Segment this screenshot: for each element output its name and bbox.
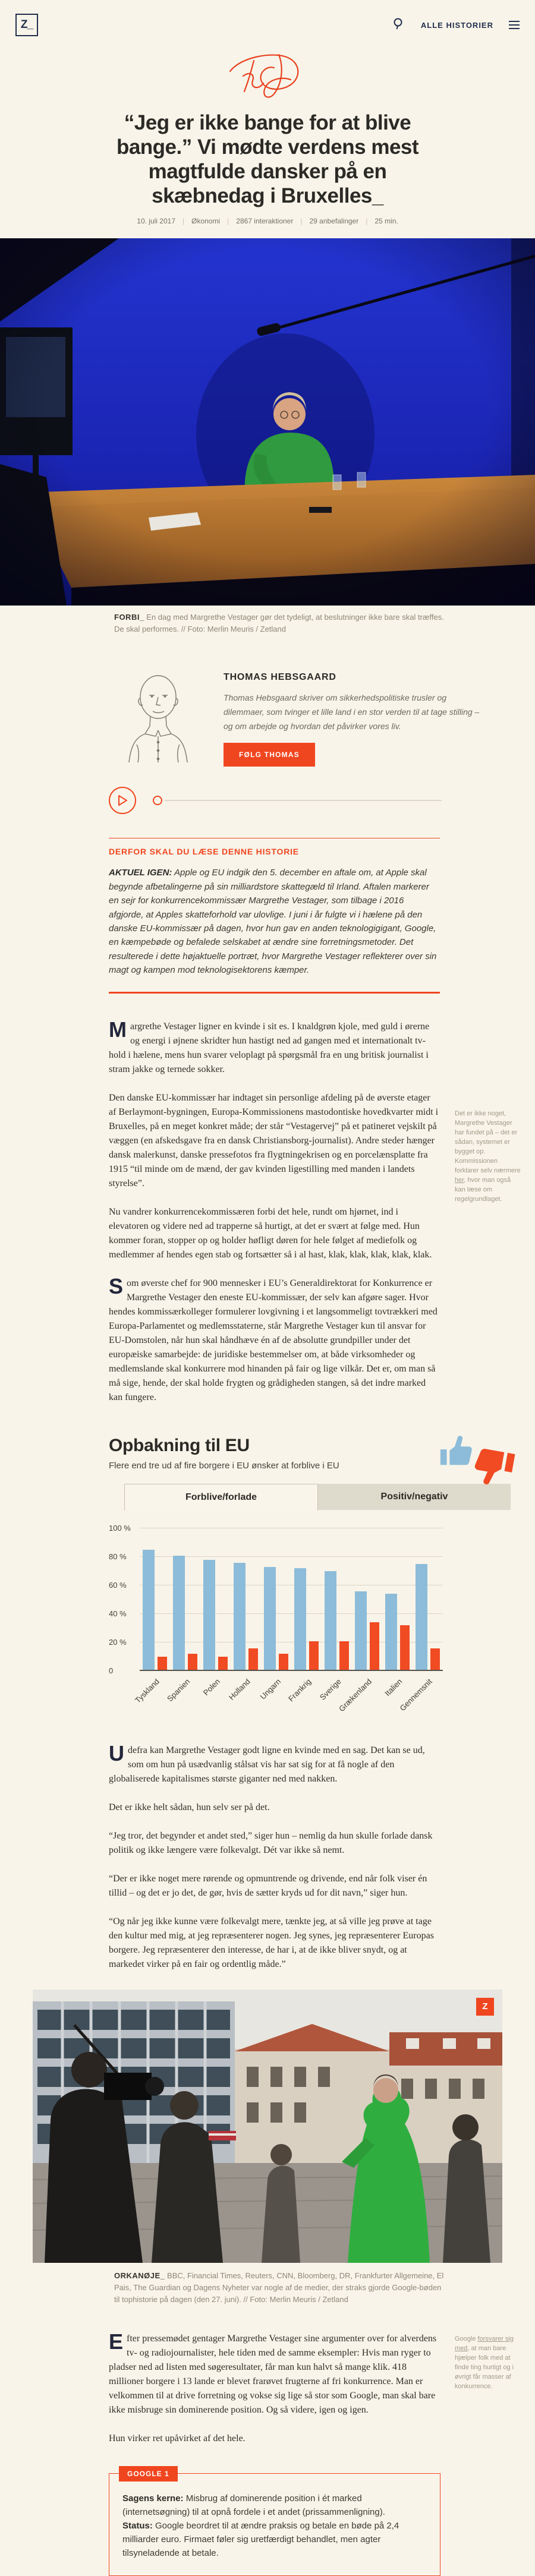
press-photo-caption <box>114 2270 447 2306</box>
eu-support-chart <box>109 1435 448 1717</box>
factbox-line: Sagens kerne: Misbrug af dominerende position i ét marked (internetsøgning) til at opnå fordele i et andet (prissammenligning). <box>122 2493 385 2517</box>
paragraph: Hun virker ret upåvirket af det hele. <box>109 2433 246 2443</box>
paragraph: Den danske EU-kommissær har indtaget sin personlige afdeling på de øverste etager af Berlaymont-bygningen, Europa-Kommissionens mastodontiske hovedkvarter midt i Bruxelles, på en meget konkret måde; der står “Vestagervej” på et patineret vejskilt på væggen (en afskedsgave fra en dansk Christiansborg-journalist). Andre steder hænger dansk malerkunst, danske pressefotos fra flygtningekrisen og en porcelænsplatte fra 1915 “til minde om de mænd, der gav kvinden ligestilling med manden i landets styrelse”. <box>109 1092 439 1188</box>
press-photo <box>33 1989 502 2263</box>
bar-forblive <box>173 1556 185 1670</box>
bar-forblive <box>294 1568 306 1669</box>
author-bio: Thomas Hebsgaard skriver om sikkerhedspolitiske trusler og dilemmaer, som tvinger et lille land i en stor verden til at tage stilling – og om arbejde og hvordan det påvirker vores liv. <box>224 693 480 731</box>
y-axis-label: 0 <box>109 1666 114 1675</box>
drop-cap: U <box>109 1741 124 1765</box>
x-axis-label: Gennemsnit <box>398 1676 435 1713</box>
thumbs-icons <box>438 1426 515 1492</box>
top-header <box>0 0 535 46</box>
bar-forlade <box>339 1641 349 1670</box>
bar-forblive <box>234 1563 246 1670</box>
author-name: THOMAS HEBSGAARD <box>224 672 336 683</box>
bar-chart <box>109 1523 443 1717</box>
play-button[interactable] <box>109 787 136 814</box>
bar-forblive <box>355 1591 367 1670</box>
caption-text: BBC, Financial Times, Reuters, CNN, Bloomberg, DR, Frankfurter Allgemeine, El Pais, The Guardian og Dagens Nyheter var nogle af de medier, der straks gjorde Google-bøden til tophistorie på dagen (den 27. juni). <box>114 2271 444 2304</box>
bar-forlade <box>430 1648 440 1670</box>
bar-forlade <box>248 1648 258 1670</box>
bar-group <box>398 1528 443 1713</box>
paragraph: Det er ikke helt sådan, hun selv ser på det. <box>109 1802 270 1812</box>
author-portrait-sketch <box>117 669 200 767</box>
meta-separator: | <box>366 216 368 225</box>
drop-cap: E <box>109 2329 124 2354</box>
hero-photo <box>0 238 535 606</box>
paragraph: Udefra kan Margrethe Vestager godt ligne en kvinde med en sag. Det kan se ud, som om hun på usædvanlig stålsat vis har sat sig for at få nogle af den globaliserede kapitalismes største giganter ned med nakken. <box>109 1741 425 1784</box>
bar-forlade <box>400 1625 410 1669</box>
sidenote-text: , hvor man også kan læse om regelgrundlaget. <box>455 1176 511 1203</box>
x-axis-label: Ungarn <box>258 1676 283 1701</box>
bar-group <box>200 1528 231 1697</box>
drop-cap: M <box>109 1017 127 1042</box>
nav-all-stories[interactable]: ALLE HISTORIER <box>420 20 493 30</box>
factbox-badge: GOOGLE 1 <box>119 2466 178 2482</box>
author-signature-scribble <box>0 48 535 103</box>
gridline <box>140 1670 443 1671</box>
x-axis-label: Holland <box>227 1676 253 1702</box>
sidenote-text: Google <box>455 2335 478 2342</box>
meta-item: 25 min. <box>374 216 398 225</box>
zetland-logo[interactable]: Z_ <box>15 14 38 36</box>
paragraph: Margrethe Vestager ligner en kvinde i sit es. I knaldgrøn kjole, med guld i ørerne og energi i øjnene skridter hun hastigt ned ad gangen med et internationalt tv-hold i hælene, mens hun svarer veloplagt på spørgsmål fra en ung britisk journalist i stram jakke og ternede sokker. <box>109 1017 430 1074</box>
y-axis-label: 60 % <box>109 1580 127 1590</box>
paragraph: “Jeg tror, det begynder et andet sted,” siger hun – nemlig da hun skulle forlade dansk politik og ikke længere være folkevalgt. Dét var ikke så nemt. <box>109 1830 433 1855</box>
paragraph: Nu vandrer konkurrencekommissæren forbi det hele, rundt om hjørnet, ind i elevatoren og videre ned ad trapperne så hurtigt, at det er svært at følge med. Hun kommer foran, stopper op og holder høfligt døren for hele følget af mediefolk og medlemmer af hendes egen stab og fortsætter så i al hast, klak, klak, klak, klak, klak. <box>109 1206 432 1260</box>
bar-forblive <box>325 1571 336 1670</box>
sidenote-link[interactable]: her <box>455 1176 464 1184</box>
bar-forlade <box>188 1654 197 1669</box>
y-axis-label: 100 % <box>109 1523 131 1533</box>
audio-player <box>109 787 442 814</box>
article-title: “Jeg er ikke bange for at blive bange.” Vi mødte verdens mest magtfulde dansker på en skæbnedag i Bruxelles_ <box>116 111 419 207</box>
photo-z-badge: Z <box>476 1998 494 2016</box>
bar-group <box>336 1528 382 1713</box>
why-read-label: AKTUEL IGEN: <box>109 868 172 878</box>
meta-separator: | <box>182 216 185 225</box>
google-factbox <box>109 2469 440 2576</box>
factbox-line: Status: Google beordret til at ændre praksis og betale en bøde på 2,4 milliarder euro. Firmaet føler sig uretfærdigt behandlet, men agter tilsyneladende at betale. <box>122 2520 399 2558</box>
bar-forblive <box>264 1567 276 1670</box>
sidenote-text: , at man bare hjælper folk med at finde ting hurtigt og i øvrigt får masser af konkurrence. <box>455 2344 514 2390</box>
bar-group <box>382 1528 413 1698</box>
x-axis-label: Tyskland <box>133 1676 162 1705</box>
chart-grid <box>109 1523 443 1713</box>
body-section-1 <box>109 1017 521 1405</box>
bar-group <box>133 1528 170 1705</box>
y-axis-label: 80 % <box>109 1552 127 1561</box>
y-axis-label: 20 % <box>109 1637 127 1647</box>
why-read-heading: DERFOR SKAL DU LÆSE DENNE HISTORIE <box>109 847 299 857</box>
drop-cap: S <box>109 1273 124 1298</box>
bar-group <box>286 1528 322 1703</box>
caption-text: En dag med Margrethe Vestager gør det tydeligt, at beslutninger ikke bare skal træffes. De skal performes. <box>114 612 444 633</box>
bar-forlade <box>279 1654 288 1669</box>
x-axis-label: Sverige <box>318 1676 344 1702</box>
bar-forlade <box>309 1641 319 1670</box>
paragraph: “Og når jeg ikke kunne være folkevalgt mere, tænkte jeg, at så ville jeg prøve at tage den kultur med mig, at jeg repræsenterer nogen. Jeg synes, jeg repræsenterer Europas borgere. Jeg repræsenterer den interesse, de har i, at de ikke bliver snydt, og at markedet virker på en fair og ordentlig måde.” <box>109 1916 434 1969</box>
meta-item: 2867 interaktioner <box>236 216 294 225</box>
bars-area <box>133 1528 443 1713</box>
bar-forlade <box>218 1657 228 1670</box>
tab-positiv-negativ[interactable]: Positiv/negativ <box>318 1484 511 1510</box>
body-section-3 <box>109 2329 514 2446</box>
chart-title: Opbakning til EU <box>109 1435 250 1455</box>
meta-item: 10. juli 2017 <box>137 216 175 225</box>
why-read-box <box>109 838 440 993</box>
meta-separator: | <box>300 216 303 225</box>
y-axis-label: 40 % <box>109 1609 127 1618</box>
follow-button[interactable]: FØLG THOMAS <box>224 743 315 767</box>
x-axis-label: Polen <box>201 1676 222 1697</box>
bar-group <box>258 1528 291 1701</box>
x-axis-label: Frankrig <box>286 1676 313 1703</box>
bar-forblive <box>385 1594 397 1669</box>
paragraph: “Der er ikke noget mere rørende og opmuntrende og drivende, end når folk viser én tillid – og det er jo det, de gør, hvis de sætter kryds ud for dit navn,” siger hun. <box>109 1873 427 1898</box>
sidenote-text: Det er ikke noget, Margrethe Vestager har fundet på – det er sådan, systemet er bygget op. Kommissionen forklarer selv nærmere <box>455 1109 521 1174</box>
x-axis-label: Italien <box>382 1676 404 1698</box>
body-section-2 <box>109 1743 440 1972</box>
author-box <box>117 669 485 767</box>
search-icon[interactable] <box>392 17 405 33</box>
bar-forlade <box>158 1657 167 1670</box>
hero-caption <box>114 611 447 635</box>
bar-forblive <box>203 1560 215 1670</box>
paragraph: Som øverste chef for 900 mennesker i EU’s Generaldirektorat for Konkurrence er Margrethe Vestager den eneste EU-kommissær, der selv kan afgøre sager. Hvor hendes kommissærkolleger formulerer lovgivning i et langsommeligt tovtrækkeri med Europa-Parlamentet og medlemsstaterne, står Margrethe Vestager kun til ansvar for EU-Domstolen, når hun skal håndhæve én af de absolutte grundpiller under det europæiske samarbejde: de juridiske bestemmelser om, at både virksomheder og medlemslande skal konkurrere mod hinanden på fair og lige vilkår. Det er, om man så må sige, hende, der skal holde frygten og grådigheden stangen, så det indre marked kan fungere. <box>109 1273 438 1402</box>
caption-label: FORBI_ <box>114 612 144 622</box>
photo-credit: // Foto: Merlin Meuris / Zetland <box>181 624 286 633</box>
x-axis-label: Grækenland <box>336 1676 374 1713</box>
sidenote-link[interactable]: forsvarer sig med <box>455 2335 514 2352</box>
why-read-body: Apple og EU indgik den 5. december en aftale om, at Apple skal begynde afbetalingerne på sin milliardstore skattegæld til Irland. Aftalen markerer en sejr for konkurrencekommissær Margrethe Vestager, som tilbage i 2016 afgjorde, at Apples skatteforhold var ulovlige. I juni i år fulgte vi i hælene på den danske EU-kommissær på dagen, hvor hun gav en anden teknologigigant, Google, en kæmpebøde og befalede selskabet at ændre sine forretningsmetoder. Det resulterede i dette højaktuelle portræt, hvor Margrethe Vestager reflekterer over sin magt og kampen mod teknologisektorens kæmper. <box>109 868 437 976</box>
article-meta <box>0 217 535 225</box>
bar-forblive <box>416 1564 427 1670</box>
thumb-up-icon <box>438 1432 475 1472</box>
meta-item: 29 anbefalinger <box>309 216 359 225</box>
bar-forlade <box>370 1622 379 1669</box>
x-axis-label: Spanien <box>165 1676 192 1703</box>
meta-separator: | <box>227 216 229 225</box>
progress-track[interactable] <box>165 800 442 801</box>
meta-item: Økonomi <box>191 216 221 225</box>
tab-forblive-forlade[interactable]: Forblive/forlade <box>124 1484 318 1511</box>
menu-icon[interactable] <box>509 21 520 29</box>
why-read-text <box>109 866 440 977</box>
thumb-down-icon <box>468 1439 520 1493</box>
chart-subtitle: Flere end tre ud af fire borgere i EU ønsker at forblive i EU <box>109 1460 339 1471</box>
bar-forblive <box>143 1550 155 1670</box>
paragraph: Efter pressemødet gentager Margrethe Vestager sine argumenter over for alverdens tv- og radiojournalister, hele tiden med de samme eksempler: Hvis man ryger to pladser ned ad listen med søgeresultater, får man kun halvt så mange klik. 418 millioner borgere i 13 lande er blevet frarøvet frugterne af fri konkurrence. Man er velkommen til at drive forretning og vokse sig lige så stor som Google, man skal bare ikke misbruge sin dominerende position. Og så videre, igen og igen. <box>109 2329 437 2415</box>
seek-knob[interactable] <box>153 796 162 805</box>
caption-label: ORKANØJE_ <box>114 2271 165 2280</box>
sidenote <box>455 1109 521 1204</box>
bar-group <box>227 1528 261 1702</box>
bar-group <box>318 1528 352 1702</box>
bar-group <box>165 1528 200 1703</box>
sidenote <box>455 2334 521 2391</box>
photo-credit: // Foto: Merlin Meuris / Zetland <box>243 2294 348 2304</box>
